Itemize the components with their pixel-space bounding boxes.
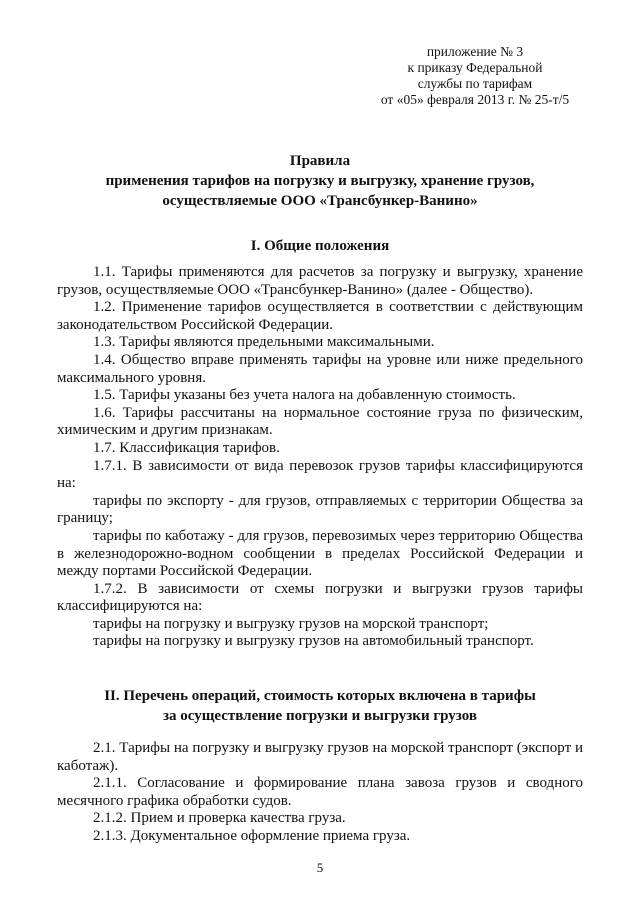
appendix-header — [360, 44, 590, 108]
title-line: Правила — [289, 153, 351, 169]
paragraph: 1.7.2. В зависимости от схемы погрузки и выгрузки грузов тарифы классифицируются на: — [57, 580, 583, 615]
paragraph: 1.3. Тарифы являются предельными максимальными. — [93, 334, 435, 351]
paragraph: 2.1.2. Прием и проверка качества груза. — [93, 810, 346, 827]
paragraph: 2.1.1. Согласование и формирование плана завоза грузов и сводного месячного графика обработки судов. — [57, 775, 583, 809]
section-heading — [30, 686, 610, 726]
paragraph: 1.7.1. В зависимости от вида перевозок грузов тарифы классифицируются на: — [57, 457, 583, 492]
paragraph: тарифы на погрузку и выгрузку грузов на автомобильный транспорт. — [93, 633, 534, 650]
paragraph: тарифы на погрузку и выгрузку грузов на морской транспорт; — [93, 615, 489, 632]
paragraph: 1.4. Общество вправе применять тарифы на уровне или ниже предельного максимального уровня. — [57, 351, 583, 386]
heading-line: II. Перечень операций, стоимость которых включена в тарифы — [104, 688, 536, 704]
section-body — [57, 740, 583, 846]
page-number: 5 — [316, 860, 324, 875]
title-line: осуществляемые ООО «Трансбункер-Ванино» — [162, 193, 478, 209]
appendix-line: от «05» февраля 2013 г. № 25-т/5 — [380, 92, 570, 107]
paragraph: тарифы по экспорту - для грузов, отправляемых с территории Общества за границу; — [57, 492, 583, 527]
section-heading: I. Общие положения — [250, 238, 390, 254]
paragraph: 2.1. Тарифы на погрузку и выгрузку грузов на морской транспорт (экспорт и каботаж). — [57, 740, 583, 774]
title-line: применения тарифов на погрузку и выгрузку, хранение грузов, — [105, 173, 535, 189]
paragraph: 2.1.3. Документальное оформление приема груза. — [93, 827, 411, 844]
appendix-line: приложение № 3 — [426, 44, 524, 59]
paragraph: 1.2. Применение тарифов осуществляется в соответствии с действующим законодательством Российской Федерации. — [57, 299, 583, 333]
paragraph: тарифы по каботажу - для грузов, перевозимых через территорию Общества в железнодорожно-водном сообщении в пределах Российской Федерации и между портами Российской Федерации. — [57, 527, 583, 580]
heading-line: за осуществление погрузки и выгрузки грузов — [163, 708, 477, 724]
paragraph: 1.7. Классификация тарифов. — [93, 439, 280, 456]
paragraph: 1.6. Тарифы рассчитаны на нормальное состояние груза по физическим, химическим и другим признакам. — [57, 404, 583, 439]
appendix-line: службы по тарифам — [417, 76, 533, 91]
document-title — [30, 151, 610, 211]
appendix-line: к приказу Федеральной — [407, 60, 543, 75]
paragraph: 1.5. Тарифы указаны без учета налога на добавленную стоимость. — [93, 387, 516, 404]
paragraph: 1.1. Тарифы применяются для расчетов за погрузку и выгрузку, хранение грузов, осуществляемые ООО «Трансбункер-Ванино» (далее - Общество). — [57, 264, 583, 298]
section-body — [57, 264, 583, 651]
